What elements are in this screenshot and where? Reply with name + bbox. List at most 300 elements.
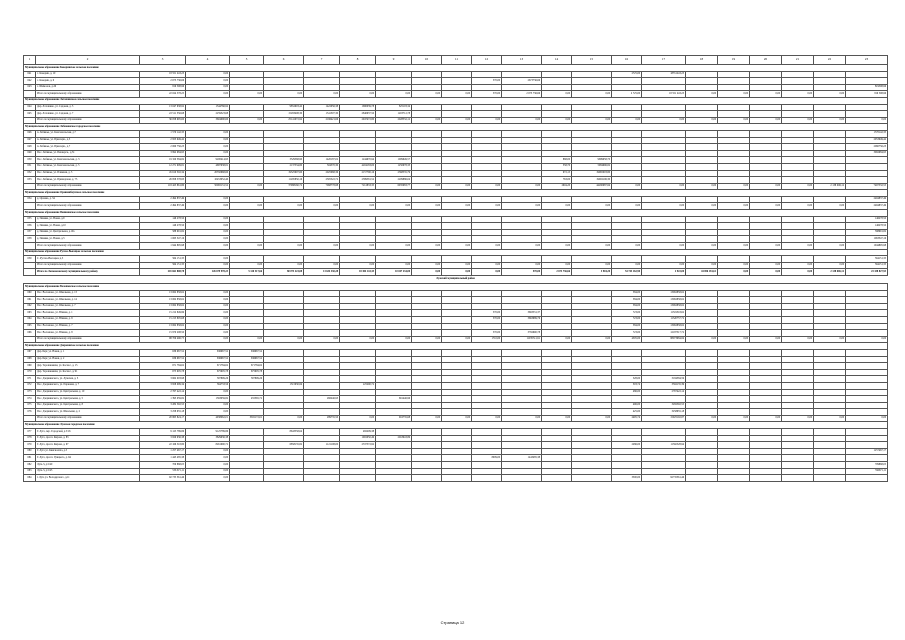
column-number: 6 [264, 56, 304, 65]
value-cell: 0,00 [186, 316, 230, 323]
value-cell [412, 256, 442, 263]
value-cell: 15 970 208,50 [140, 330, 186, 337]
address-cell: с. Кокорин, д. 10 [36, 71, 140, 78]
value-cell: 0,00 [264, 415, 304, 422]
value-cell: 2537572,92 [340, 442, 376, 449]
value-cell [686, 396, 718, 403]
value-cell: 0,00 [230, 262, 264, 269]
value-cell [572, 376, 612, 383]
row-number-cell: 646 [24, 130, 36, 137]
value-cell: 0,00 [472, 262, 502, 269]
value-cell [642, 349, 686, 356]
value-cell [472, 462, 502, 469]
value-cell [412, 442, 442, 449]
row-number-cell: 665 [24, 323, 36, 330]
value-cell [814, 297, 846, 304]
value-cell: 0,00 [718, 91, 750, 98]
value-cell: 564151,35 [846, 262, 888, 269]
value-cell [442, 144, 472, 151]
value-cell [264, 323, 304, 330]
value-cell [472, 236, 502, 243]
value-cell [442, 429, 472, 436]
value-cell: 0,00 [442, 415, 472, 422]
row-number-cell [24, 117, 36, 124]
value-cell [412, 144, 442, 151]
value-cell [814, 462, 846, 469]
value-cell [782, 396, 814, 403]
value-cell [412, 111, 442, 118]
value-cell: 0,00 [750, 262, 782, 269]
value-cell [782, 290, 814, 297]
value-cell [686, 448, 718, 455]
value-cell: 1420187,02 [304, 157, 340, 164]
value-cell: 0,00 [750, 91, 782, 98]
value-cell: 0,00 [186, 137, 230, 144]
value-cell: 2494837,49 [846, 196, 888, 203]
address-cell: Пос. Дзержинского, ул. Школьная, д. 2 [36, 409, 140, 416]
row-number-cell: 678 [24, 435, 36, 442]
row-number-cell: 657 [24, 229, 36, 236]
value-cell [542, 137, 572, 144]
value-cell [304, 137, 340, 144]
row-number-cell: 654 [24, 196, 36, 203]
value-cell [376, 196, 412, 203]
value-cell [502, 137, 542, 144]
value-cell [442, 163, 472, 170]
value-cell: 570,00 [472, 316, 502, 323]
value-cell: 0,00 [642, 183, 686, 190]
value-cell [782, 402, 814, 409]
value-cell [542, 369, 572, 376]
value-cell [846, 71, 888, 78]
value-cell [750, 468, 782, 475]
value-cell [782, 448, 814, 455]
value-cell: 2259323,68 [186, 111, 230, 118]
value-cell: 2 953 949,42 [140, 137, 186, 144]
value-cell [442, 409, 472, 416]
value-cell [472, 356, 502, 363]
value-cell [264, 216, 304, 223]
value-cell: 13 047 638,92 [140, 104, 186, 111]
value-cell [230, 177, 264, 184]
value-cell [718, 369, 750, 376]
value-cell: 636967,52 [230, 356, 264, 363]
value-cell [686, 290, 718, 297]
value-cell: 0,00 [186, 144, 230, 151]
value-cell [814, 130, 846, 137]
table-row [24, 389, 888, 396]
value-cell [502, 111, 542, 118]
value-cell: 397899,26 [186, 376, 230, 383]
row-number-cell: 676 [24, 409, 36, 416]
value-cell [412, 130, 442, 137]
value-cell [442, 236, 472, 243]
value-cell: 0,00 [412, 243, 442, 250]
value-cell [264, 144, 304, 151]
value-cell [304, 330, 340, 337]
value-cell [782, 236, 814, 243]
column-number: 2 [36, 56, 140, 65]
value-cell [264, 303, 304, 310]
subtotal-row [24, 91, 888, 98]
value-cell [686, 223, 718, 230]
address-cell: Итого по муниципальному образованию [36, 183, 140, 190]
value-cell [750, 196, 782, 203]
value-cell: 0,00 [782, 415, 814, 422]
value-cell: 6935983,77 [376, 183, 412, 190]
section-title: Муниципальное образование Лотошинское сельское поселение [24, 97, 888, 104]
value-cell [686, 356, 718, 363]
value-cell [412, 177, 442, 184]
value-cell [846, 402, 888, 409]
value-cell: 0,00 [186, 297, 230, 304]
value-cell [442, 196, 472, 203]
value-cell [542, 402, 572, 409]
row-number-cell: 666 [24, 330, 36, 337]
value-cell [542, 349, 572, 356]
value-cell [686, 349, 718, 356]
value-cell [750, 369, 782, 376]
value-cell [686, 475, 718, 482]
row-number-cell [24, 243, 36, 250]
value-cell [642, 130, 686, 137]
value-cell [750, 382, 782, 389]
value-cell: 2157790,16 [340, 170, 376, 177]
value-cell: 0,00 [782, 243, 814, 250]
address-cell: Г. Луга ул. Кингисеппа, д.3 [36, 448, 140, 455]
value-cell [718, 84, 750, 91]
value-cell: 3631172,61 [230, 415, 264, 422]
value-cell: 0,00 [186, 330, 230, 337]
row-number-cell: 662 [24, 303, 36, 310]
value-cell [442, 111, 472, 118]
value-cell [542, 455, 572, 462]
value-cell [542, 130, 572, 137]
value-cell [814, 111, 846, 118]
value-cell [442, 462, 472, 469]
value-cell: 18 304 143,35 [340, 269, 376, 276]
value-cell [412, 163, 442, 170]
value-cell [472, 323, 502, 330]
value-cell: 0,00 [542, 91, 572, 98]
value-cell: 4204183,00 [340, 163, 376, 170]
value-cell [782, 111, 814, 118]
address-cell: д. Пеники, ул. Новая, д.10 [36, 223, 140, 230]
value-cell [472, 382, 502, 389]
value-cell [542, 330, 572, 337]
value-cell [340, 84, 376, 91]
value-cell [472, 71, 502, 78]
value-cell [304, 144, 340, 151]
table-row [24, 402, 888, 409]
row-number-cell: 655 [24, 216, 36, 223]
value-cell [846, 78, 888, 85]
value-cell [502, 429, 542, 436]
address-cell: Итого по Ломоносовскому муниципальному району [36, 269, 140, 276]
value-cell [376, 144, 412, 151]
value-cell [572, 382, 612, 389]
value-cell: 44290987,84 [572, 183, 612, 190]
value-cell: 0,00 [412, 91, 442, 98]
value-cell [750, 290, 782, 297]
value-cell: 0,00 [376, 91, 412, 98]
value-cell [814, 369, 846, 376]
value-cell: 0,00 [686, 117, 718, 124]
column-number: 15 [572, 56, 612, 65]
value-cell: 0,00 [304, 91, 340, 98]
value-cell: 3 662 003,98 [140, 376, 186, 383]
value-cell: 0,00 [502, 415, 542, 422]
value-cell [814, 223, 846, 230]
value-cell [472, 104, 502, 111]
value-cell: 972,15 [542, 170, 572, 177]
value-cell [542, 429, 572, 436]
value-cell [718, 435, 750, 442]
address-cell: Пос. Дзержинского, ул. Лужская, д. 3 [36, 376, 140, 383]
value-cell [612, 157, 642, 164]
value-cell: 1680039,78 [340, 104, 376, 111]
value-cell [502, 382, 542, 389]
value-cell: 289735,50 [304, 415, 340, 422]
value-cell: 19902106,30 [572, 177, 612, 184]
value-cell [230, 157, 264, 164]
value-cell: 0,00 [612, 117, 642, 124]
value-cell [642, 236, 686, 243]
value-cell [846, 376, 888, 383]
value-cell [376, 84, 412, 91]
value-cell: 2018943,89 [376, 435, 412, 442]
value-cell [264, 236, 304, 243]
value-cell [814, 402, 846, 409]
value-cell [542, 462, 572, 469]
value-cell: 9200414,95 [186, 157, 230, 164]
value-cell [442, 455, 472, 462]
value-cell [376, 216, 412, 223]
value-cell: 36 058 995,60 [140, 117, 186, 124]
value-cell [340, 223, 376, 230]
value-cell: 564151,35 [846, 256, 888, 263]
value-cell [502, 196, 542, 203]
value-cell: 0,00 [186, 243, 230, 250]
value-cell [814, 290, 846, 297]
value-cell [502, 297, 542, 304]
value-cell [412, 223, 442, 230]
value-cell: 0,00 [686, 243, 718, 250]
value-cell [340, 389, 376, 396]
value-cell [572, 369, 612, 376]
value-cell [686, 389, 718, 396]
value-cell [230, 455, 264, 462]
value-cell: 0,00 [376, 336, 412, 343]
value-cell: 0,00 [186, 150, 230, 157]
value-cell [572, 475, 612, 482]
value-cell: 146 278,50 [140, 223, 186, 230]
value-cell: 1422056,38 [304, 104, 340, 111]
value-cell [230, 71, 264, 78]
value-cell [264, 435, 304, 442]
value-cell [782, 442, 814, 449]
value-cell [750, 256, 782, 263]
value-cell [612, 223, 642, 230]
value-cell [542, 229, 572, 236]
value-cell [642, 429, 686, 436]
value-cell [718, 150, 750, 157]
value-cell: 0,00 [686, 336, 718, 343]
value-cell: 3693531,37 [502, 310, 542, 317]
value-cell [572, 150, 612, 157]
value-cell: 146 278,50 [140, 216, 186, 223]
value-cell [572, 389, 612, 396]
value-cell [230, 104, 264, 111]
address-cell: Итого по муниципальному образованию [36, 336, 140, 343]
value-cell [750, 475, 782, 482]
column-number: 18 [686, 56, 718, 65]
section-header-row [24, 190, 888, 197]
value-cell [718, 196, 750, 203]
value-cell [750, 150, 782, 157]
value-cell: 819 598,96 [140, 84, 186, 91]
value-cell [612, 236, 642, 243]
section-header-row [24, 422, 888, 429]
value-cell: 2060756,23 [846, 144, 888, 151]
value-cell [542, 84, 572, 91]
address-cell: Дер. Торошковичи, ул. Космос, д. 91 [36, 369, 140, 376]
value-cell [542, 475, 572, 482]
value-cell [750, 389, 782, 396]
subtotal-row [24, 183, 888, 190]
value-cell: 570,00 [472, 91, 502, 98]
value-cell: 584,00 [612, 303, 642, 310]
value-cell: 13 062 858,62 [140, 323, 186, 330]
value-cell [750, 448, 782, 455]
value-cell [718, 429, 750, 436]
address-cell: Итого по муниципальному образованию [36, 262, 140, 269]
value-cell [472, 290, 502, 297]
value-cell [572, 468, 612, 475]
value-cell: 3282592,55 [642, 402, 686, 409]
value-cell: 12187517,72 [642, 330, 686, 337]
value-cell [572, 229, 612, 236]
value-cell [718, 130, 750, 137]
value-cell [718, 310, 750, 317]
value-cell [782, 137, 814, 144]
value-cell [542, 216, 572, 223]
value-cell [264, 223, 304, 230]
value-cell: 11295850,16 [264, 177, 304, 184]
value-cell: 11520757,72 [642, 316, 686, 323]
value-cell [340, 78, 376, 85]
column-number: 16 [612, 56, 642, 65]
value-cell: 2389581,52 [340, 177, 376, 184]
value-cell: 1393059,82 [186, 396, 230, 403]
value-cell: 0,00 [264, 203, 304, 210]
row-number-cell: 650 [24, 157, 36, 164]
value-cell [718, 256, 750, 263]
value-cell [340, 349, 376, 356]
value-cell [230, 316, 264, 323]
value-cell [412, 236, 442, 243]
value-cell [376, 455, 412, 462]
value-cell: 20 865 824,17 [140, 415, 186, 422]
value-cell [612, 111, 642, 118]
value-cell [304, 316, 340, 323]
value-cell [472, 429, 502, 436]
value-cell [412, 170, 442, 177]
value-cell [340, 196, 376, 203]
value-cell [264, 78, 304, 85]
grand-total-row [24, 269, 888, 276]
value-cell [542, 435, 572, 442]
value-cell [686, 376, 718, 383]
value-cell [542, 389, 572, 396]
value-cell [572, 316, 612, 323]
value-cell [686, 144, 718, 151]
table-row [24, 455, 888, 462]
value-cell: 0,00 [750, 269, 782, 276]
value-cell [782, 409, 814, 416]
value-cell [472, 84, 502, 91]
value-cell [642, 177, 686, 184]
value-cell [572, 84, 612, 91]
table-row [24, 130, 888, 137]
value-cell [542, 223, 572, 230]
value-cell [502, 396, 542, 403]
value-cell [542, 256, 572, 263]
value-cell: 19 320 384,82 [140, 157, 186, 164]
value-cell [718, 323, 750, 330]
value-cell [230, 223, 264, 230]
value-cell [814, 78, 846, 85]
value-cell [782, 376, 814, 383]
value-cell: 0,00 [502, 117, 542, 124]
value-cell [442, 303, 472, 310]
row-number-cell: 673 [24, 389, 36, 396]
value-cell [642, 223, 686, 230]
value-cell [472, 297, 502, 304]
value-cell [340, 462, 376, 469]
value-cell: 0,00 [572, 91, 612, 98]
value-cell [472, 475, 502, 482]
value-cell [376, 409, 412, 416]
value-cell [376, 363, 412, 370]
value-cell: 0,00 [814, 336, 846, 343]
value-cell [612, 216, 642, 223]
value-cell [572, 448, 612, 455]
address-cell: Пос. Лебяжье, ул. Комсомольская, д. 5 [36, 163, 140, 170]
value-cell [782, 310, 814, 317]
value-cell: 1315930,84 [264, 382, 304, 389]
value-cell: 0,00 [264, 336, 304, 343]
value-cell: 825103,34 [376, 104, 412, 111]
value-cell [750, 104, 782, 111]
value-cell: 0,00 [186, 262, 230, 269]
value-cell: 0,00 [572, 262, 612, 269]
value-cell [718, 157, 750, 164]
value-cell [264, 84, 304, 91]
value-cell [782, 356, 814, 363]
value-cell [230, 137, 264, 144]
value-cell: 3663689,76 [502, 316, 542, 323]
value-cell: 0,00 [186, 216, 230, 223]
value-cell [442, 297, 472, 304]
value-cell [686, 78, 718, 85]
value-cell [264, 376, 304, 383]
value-cell [846, 442, 888, 449]
value-cell: 18551243,23 [642, 71, 686, 78]
subtotal-row [24, 262, 888, 269]
value-cell [718, 330, 750, 337]
value-cell [502, 223, 542, 230]
